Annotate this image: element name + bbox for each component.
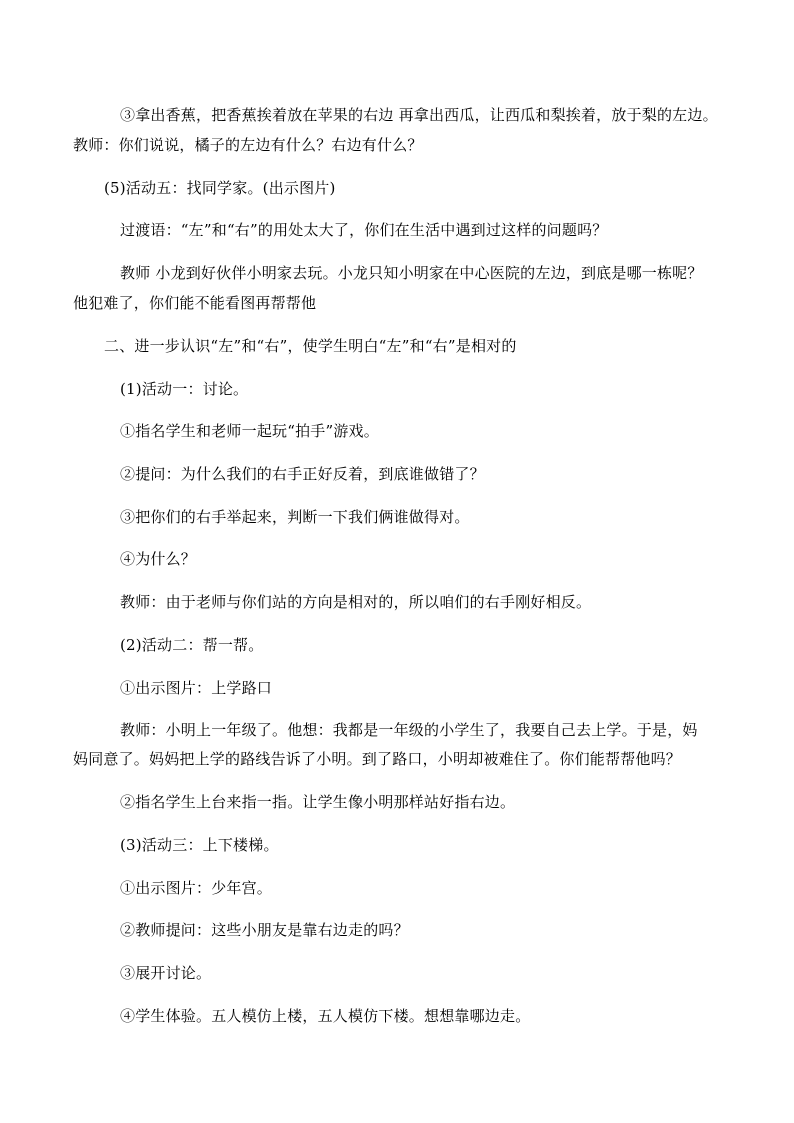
text-line: 教师：你们说说，橘子的左边有什么？右边有什么？: [73, 136, 423, 154]
text-line: (3)活动三：上下楼梯。: [120, 836, 279, 854]
text-line: ③展开讨论。: [120, 964, 212, 982]
text-line: (1)活动一：讨论。: [120, 380, 249, 398]
text-line: 过渡语：“左”和“右”的用处太大了，你们在生活中遇到过这样的问题吗？: [120, 221, 608, 239]
text-line: ④学生体验。五人模仿上楼，五人模仿下楼。想想靠哪边走。: [120, 1007, 531, 1025]
text-line: ③把你们的右手举起来，判断一下我们俩谁做得对。: [120, 508, 470, 526]
text-line: ①出示图片：上学路口: [120, 679, 273, 697]
text-line: 妈同意了。妈妈把上学的路线告诉了小明。到了路口，小明却被难住了。你们能帮帮他吗？: [73, 750, 682, 768]
text-line: (5)活动五：找同学家。(出示图片): [104, 179, 336, 197]
text-line: 教师：由于老师与你们站的方向是相对的，所以咱们的右手刚好相反。: [120, 593, 592, 611]
text-line: ②提问：为什么我们的右手正好反着，到底谁做错了？: [120, 465, 485, 483]
text-line: 教师 小龙到好伙伴小明家去玩。小龙只知小明家在中心医院的左边，到底是哪一栋呢？: [120, 264, 703, 282]
text-line: 他犯难了，你们能不能看图再帮帮他: [73, 294, 317, 312]
text-line: ①出示图片：少年宫。: [120, 879, 273, 897]
text-line: (2)活动二：帮一帮。: [120, 636, 264, 654]
text-line: ④为什么？: [120, 550, 197, 568]
section-heading: 二、进一步认识“左”和“右”，使学生明白“左”和“右”是相对的: [104, 337, 517, 355]
text-line: ①指名学生和老师一起玩“拍手”游戏。: [120, 422, 379, 440]
text-line: 教师：小明上一年级了。他想：我都是一年级的小学生了，我要自己去上学。于是，妈: [120, 721, 698, 739]
text-line: ②教师提问：这些小朋友是靠右边走的吗？: [120, 921, 409, 939]
text-line: ②指名学生上台来指一指。让学生像小明那样站好指右边。: [120, 793, 516, 811]
text-line: ③拿出香蕉，把香蕉挨着放在苹果的右边 再拿出西瓜，让西瓜和梨挨着，放于梨的左边。: [120, 106, 718, 124]
